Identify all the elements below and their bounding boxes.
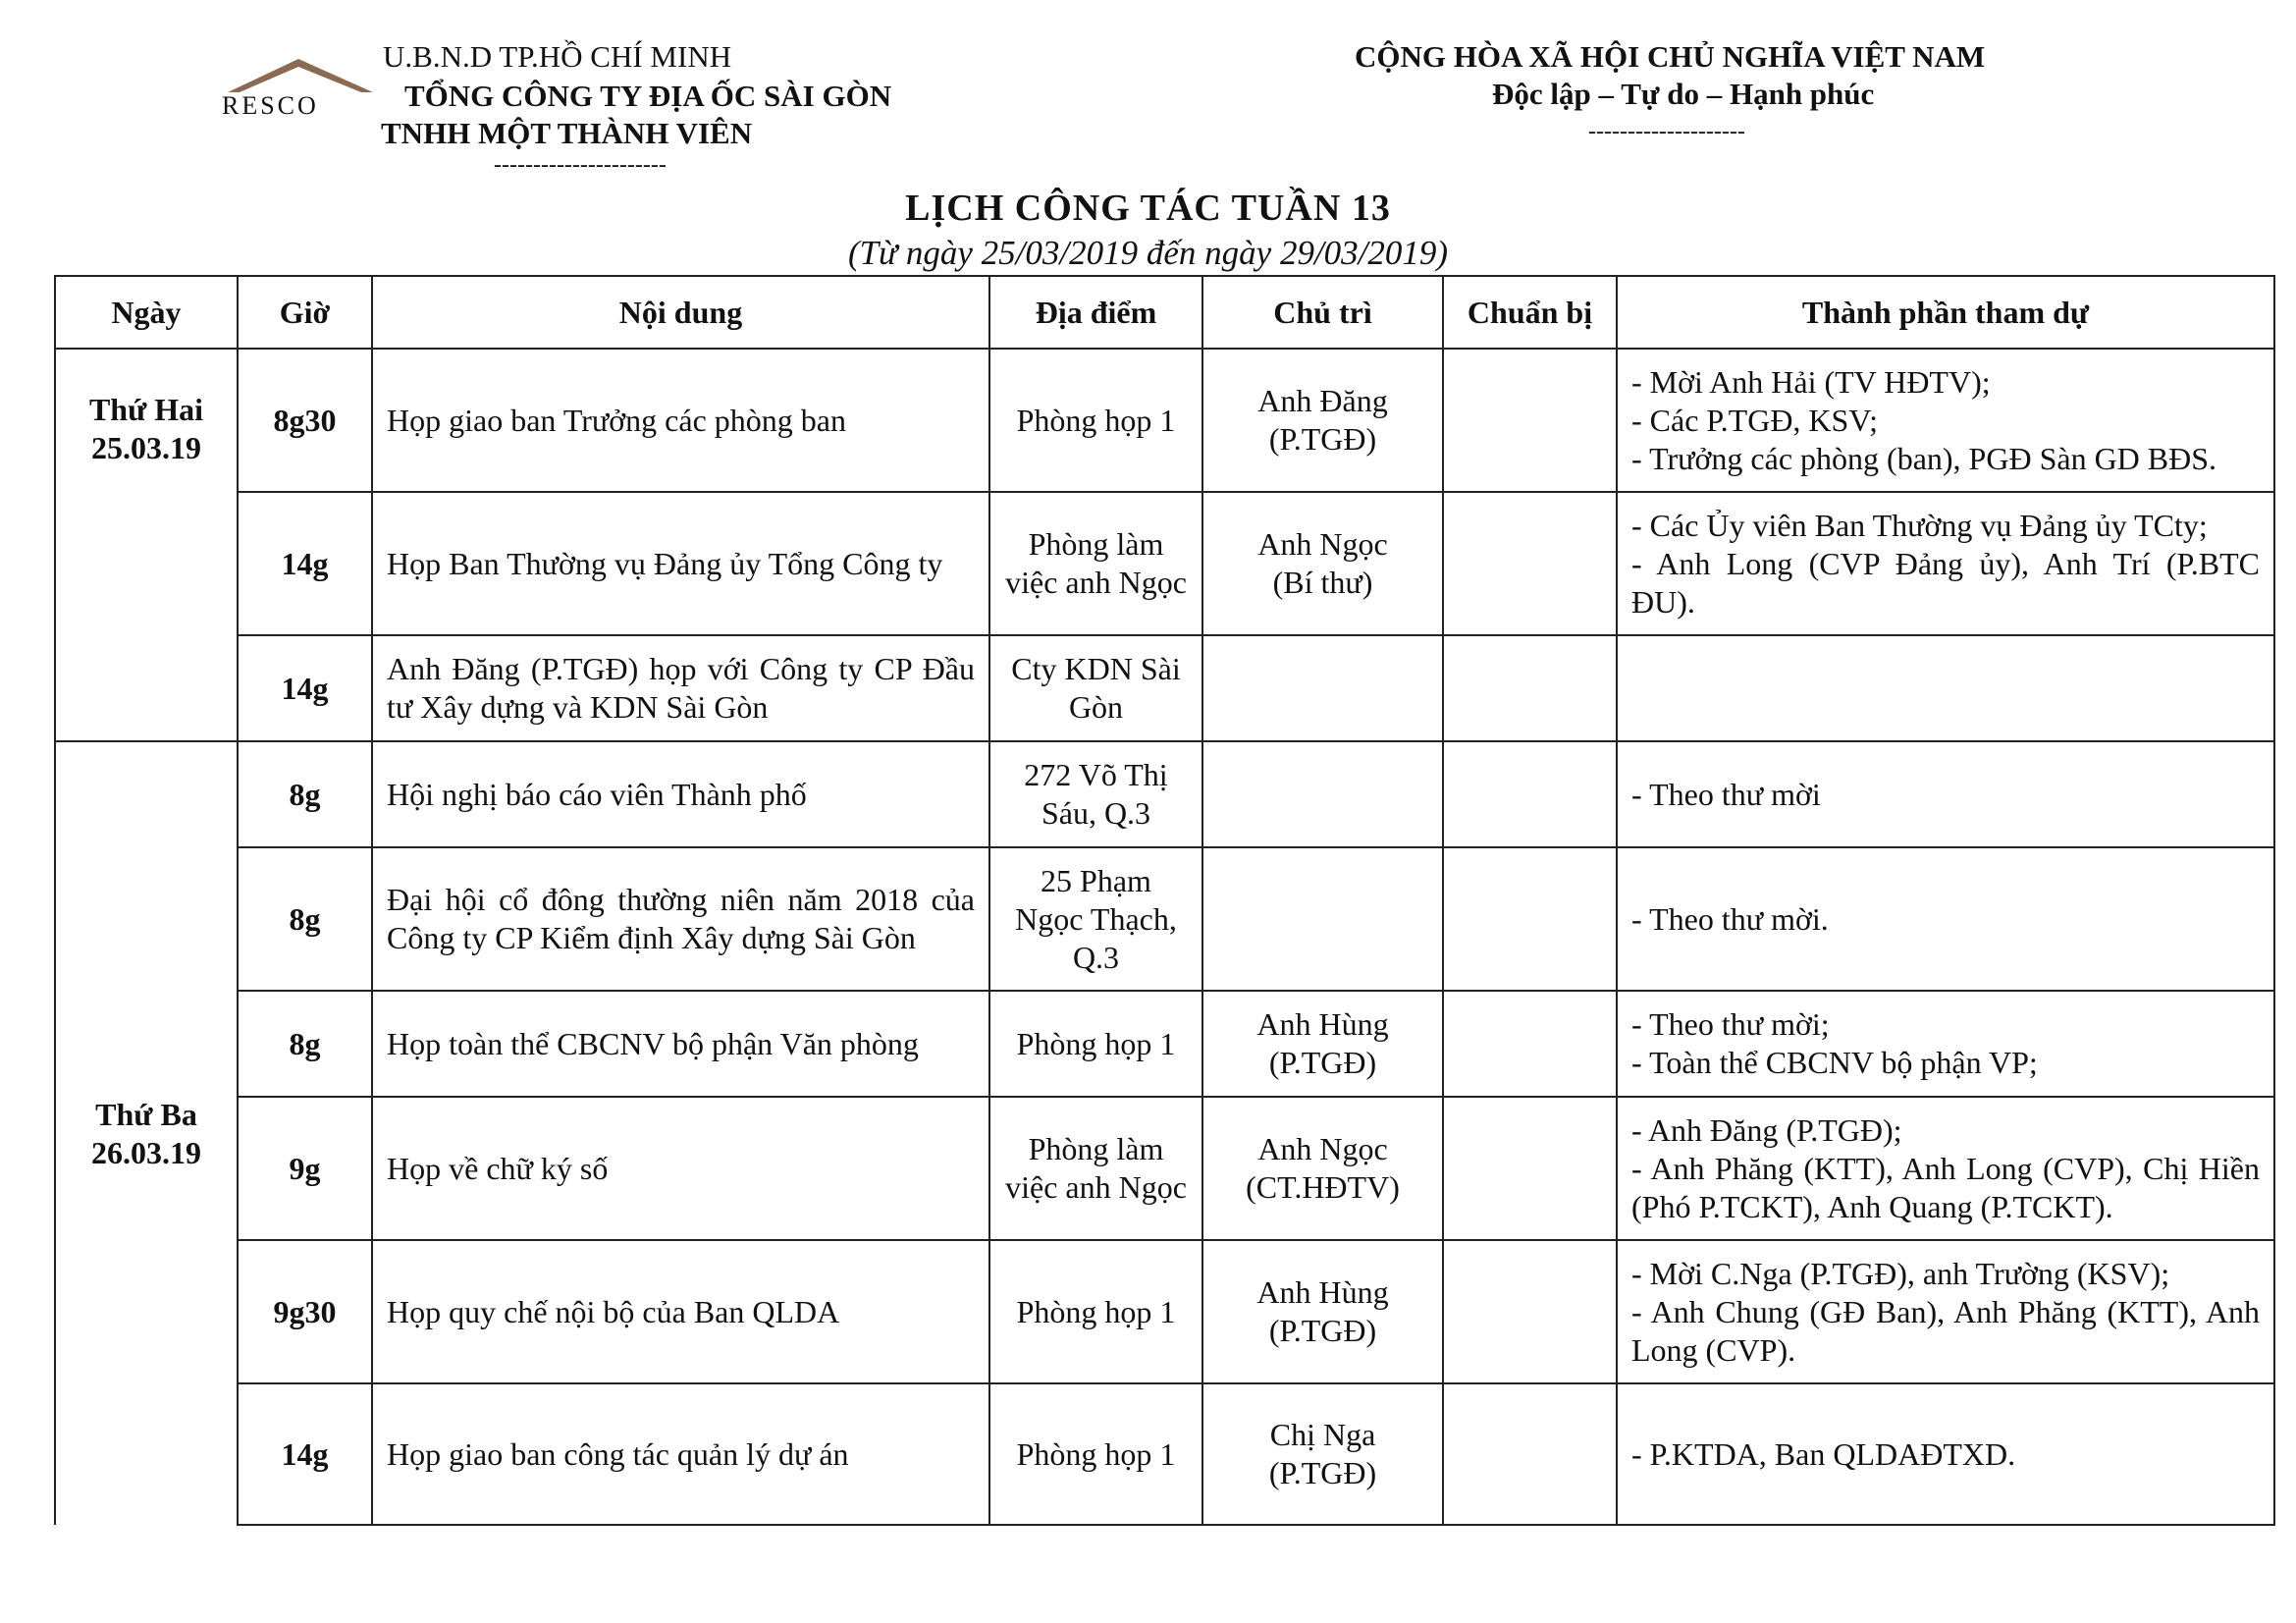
attendee-line: - Theo thư mời; xyxy=(1631,1006,1830,1042)
chair-line: Anh Hùng xyxy=(1256,1006,1389,1042)
chair-line: Anh Hùng xyxy=(1256,1274,1389,1310)
chair-cell xyxy=(1202,1097,1443,1240)
col-header-ngay: Ngày xyxy=(55,276,238,349)
left-divider: ---------------------- xyxy=(494,152,667,178)
schedule-table xyxy=(54,275,2275,1526)
time-cell: 8g xyxy=(238,991,372,1097)
chair-line: (P.TGĐ) xyxy=(1268,1455,1377,1490)
day-name: Thứ Hai xyxy=(88,392,204,427)
col-header-dia-diem: Địa điểm xyxy=(989,276,1202,349)
company-name: TỔNG CÔNG TY ĐỊA ỐC SÀI GÒN xyxy=(404,79,892,113)
table-row xyxy=(55,635,2274,741)
chair-line: Chị Nga xyxy=(1269,1417,1376,1452)
col-header-chu-tri: Chủ trì xyxy=(1202,276,1443,349)
table-row xyxy=(55,1383,2274,1525)
attendee-line: - P.KTDA, Ban QLDAĐTXD. xyxy=(1631,1435,2016,1472)
chair-line: (Bí thư) xyxy=(1272,565,1373,600)
content-cell: Họp quy chế nội bộ của Ban QLDA xyxy=(372,1240,989,1383)
chair-cell xyxy=(1202,349,1443,492)
company-type: TNHH MỘT THÀNH VIÊN xyxy=(381,116,753,150)
chair-line: Anh Ngọc xyxy=(1257,526,1388,562)
attendee-line: - Anh Đăng (P.TGĐ); xyxy=(1631,1111,1902,1148)
chair-line: (CT.HĐTV) xyxy=(1246,1169,1400,1205)
attendees-cell xyxy=(1617,991,2274,1097)
attendee-line: - Anh Long (CVP Đảng ủy), Anh Trí (P.BTC ĐU). xyxy=(1631,545,2260,620)
attendees-cell xyxy=(1617,492,2274,635)
logo-text: RESCO xyxy=(222,91,319,118)
chair-cell xyxy=(1202,635,1443,741)
chair-cell xyxy=(1202,492,1443,635)
chair-cell xyxy=(1202,991,1443,1097)
chair-line: (P.TGĐ) xyxy=(1268,1045,1377,1080)
attendee-line: - Trưởng các phòng (ban), PGĐ Sàn GD BĐS. xyxy=(1631,440,2217,476)
content-cell: Họp giao ban Trưởng các phòng ban xyxy=(372,349,989,492)
chair-cell xyxy=(1202,1383,1443,1525)
attendee-line: - Theo thư mời xyxy=(1631,776,1821,812)
prep-cell xyxy=(1443,741,1617,847)
col-header-gio: Giờ xyxy=(238,276,372,349)
chair-line: (P.TGĐ) xyxy=(1268,1313,1377,1348)
prep-cell xyxy=(1443,1383,1617,1525)
table-row xyxy=(55,1097,2274,1240)
chair-cell xyxy=(1202,741,1443,847)
day-cell xyxy=(55,741,238,1525)
location-cell: Phòng họp 1 xyxy=(989,1240,1202,1383)
attendees-cell xyxy=(1617,1097,2274,1240)
time-cell: 8g xyxy=(238,847,372,991)
national-title: CỘNG HÒA XÃ HỘI CHỦ NGHĨA VIỆT NAM xyxy=(1355,39,1986,74)
attendee-line: - Anh Phăng (KTT), Anh Long (CVP), Chị Hiền (Phó P.TCKT), Anh Quang (P.TCKT). xyxy=(1631,1150,2260,1224)
time-cell: 9g30 xyxy=(238,1240,372,1383)
agency-name: U.B.N.D TP.HỒ CHÍ MINH xyxy=(383,39,732,74)
content-cell: Hội nghị báo cáo viên Thành phố xyxy=(372,741,989,847)
resco-logo xyxy=(218,57,380,118)
location-cell: 25 Phạm Ngọc Thạch, Q.3 xyxy=(989,847,1202,991)
prep-cell xyxy=(1443,1240,1617,1383)
chair-line: (P.TGĐ) xyxy=(1268,421,1377,457)
attendee-line: - Anh Chung (GĐ Ban), Anh Phăng (KTT), Anh Long (CVP). xyxy=(1631,1293,2260,1368)
table-row xyxy=(55,349,2274,492)
table-row xyxy=(55,991,2274,1097)
right-divider: -------------------- xyxy=(1588,119,1745,144)
time-cell: 14g xyxy=(238,492,372,635)
time-cell: 8g xyxy=(238,741,372,847)
content-cell: Đại hội cổ đông thường niên năm 2018 của Công ty CP Kiểm định Xây dựng Sài Gòn xyxy=(372,847,989,991)
time-cell: 8g30 xyxy=(238,349,372,492)
attendees-cell xyxy=(1617,741,2274,847)
day-date: 26.03.19 xyxy=(91,1134,201,1170)
location-cell: 272 Võ Thị Sáu, Q.3 xyxy=(989,741,1202,847)
location-cell: Phòng họp 1 xyxy=(989,349,1202,492)
table-row xyxy=(55,492,2274,635)
prep-cell xyxy=(1443,635,1617,741)
table-header-row xyxy=(55,276,2274,349)
attendees-cell xyxy=(1617,349,2274,492)
chair-line: Anh Đăng xyxy=(1257,383,1388,418)
prep-cell xyxy=(1443,991,1617,1097)
content-cell: Anh Đăng (P.TGĐ) họp với Công ty CP Đầu tư Xây dựng và KDN Sài Gòn xyxy=(372,635,989,741)
prep-cell xyxy=(1443,1097,1617,1240)
chair-line: Anh Ngọc xyxy=(1257,1131,1388,1166)
content-cell: Họp Ban Thường vụ Đảng ủy Tổng Công ty xyxy=(372,492,989,635)
time-cell: 9g xyxy=(238,1097,372,1240)
content-cell: Họp giao ban công tác quản lý dự án xyxy=(372,1383,989,1525)
time-cell: 14g xyxy=(238,635,372,741)
national-motto: Độc lập – Tự do – Hạnh phúc xyxy=(1492,77,1875,111)
location-cell: Phòng làm việc anh Ngọc xyxy=(989,1097,1202,1240)
col-header-thanh-phan: Thành phần tham dự xyxy=(1617,276,2274,349)
schedule-body xyxy=(55,349,2274,1525)
col-header-noi-dung: Nội dung xyxy=(372,276,989,349)
time-cell: 14g xyxy=(238,1383,372,1525)
attendee-line: - Toàn thể CBCNV bộ phận VP; xyxy=(1631,1045,2038,1080)
content-cell: Họp toàn thể CBCNV bộ phận Văn phòng xyxy=(372,991,989,1097)
chair-cell xyxy=(1202,1240,1443,1383)
table-row xyxy=(55,847,2274,991)
content-cell: Họp về chữ ký số xyxy=(372,1097,989,1240)
attendee-line: - Mời C.Nga (P.TGĐ), anh Trường (KSV); xyxy=(1631,1255,2170,1291)
location-cell: Cty KDN Sài Gòn xyxy=(989,635,1202,741)
table-row xyxy=(55,741,2274,847)
day-name: Thứ Ba xyxy=(95,1096,197,1132)
attendees-cell xyxy=(1617,1383,2274,1525)
prep-cell xyxy=(1443,492,1617,635)
prep-cell xyxy=(1443,349,1617,492)
table-row xyxy=(55,1240,2274,1383)
attendee-line: - Các Ủy viên Ban Thường vụ Đảng ủy TCty; xyxy=(1631,507,2208,543)
col-header-chuan-bi: Chuẩn bị xyxy=(1443,276,1617,349)
attendee-line: - Các P.TGĐ, KSV; xyxy=(1631,402,1878,438)
chair-cell xyxy=(1202,847,1443,991)
attendees-cell xyxy=(1617,847,2274,991)
attendee-line: - Mời Anh Hải (TV HĐTV); xyxy=(1631,363,1991,400)
date-range-subtitle: (Từ ngày 25/03/2019 đến ngày 29/03/2019) xyxy=(847,234,1449,272)
location-cell: Phòng làm việc anh Ngọc xyxy=(989,492,1202,635)
day-date: 25.03.19 xyxy=(91,430,201,465)
location-cell: Phòng họp 1 xyxy=(989,1383,1202,1525)
prep-cell xyxy=(1443,847,1617,991)
day-cell xyxy=(55,349,238,741)
page-title: LỊCH CÔNG TÁC TUẦN 13 xyxy=(905,188,1391,229)
attendees-cell xyxy=(1617,1240,2274,1383)
attendees-cell xyxy=(1617,635,2274,741)
attendee-line: - Theo thư mời. xyxy=(1631,900,1829,937)
location-cell: Phòng họp 1 xyxy=(989,991,1202,1097)
